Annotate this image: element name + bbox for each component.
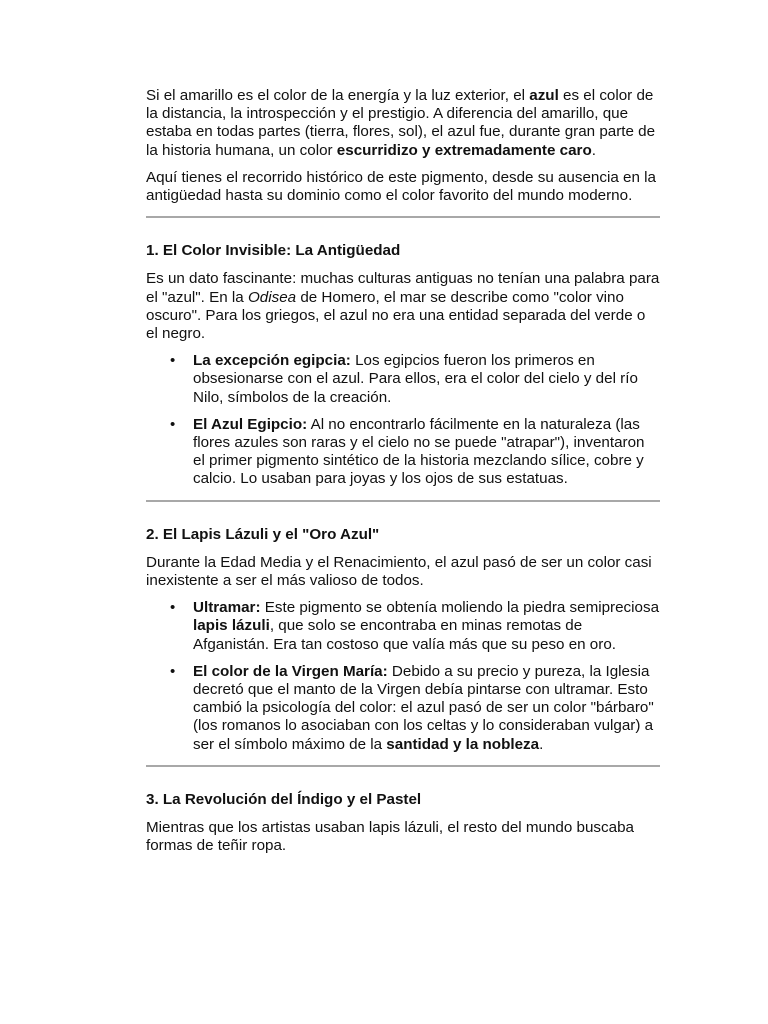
- text: Debido a su precio y pureza, la Iglesia decretó que el manto de la Virgen debía pintarse con ultramar. Esto cambió la psicología del color: el azul pasó de ser un color "bárbaro" (los romanos lo asociaban con los celtas y lo consideraban vulgar) a ser el símbolo máximo de la: [193, 662, 654, 753]
- text: Este pigmento se obtenía moliendo la piedra semipreciosa: [260, 599, 660, 617]
- text: es el color de la distancia, la introspección y el prestigio. A diferencia del amarillo, que estaba en todas partes (tierra, flores, sol), el azul fue, durante gran parte de la historia humana, un color: [146, 87, 656, 159]
- bullet-icon: •: [170, 662, 176, 680]
- section-2-paragraph: Durante la Edad Media y el Renacimiento, el azul pasó de ser un color casi inexistente a ser el más valioso de todos.: [146, 553, 652, 590]
- intro-paragraph-1: [146, 87, 660, 160]
- text: Si el amarillo es el color de la energía y la luz exterior, el: [146, 87, 530, 104]
- section-divider: [146, 500, 660, 502]
- italic-text: Odisea: [247, 288, 297, 306]
- section-divider: [146, 216, 660, 218]
- section-1-paragraph: [146, 270, 660, 343]
- bullet-icon: •: [170, 352, 176, 370]
- bold-text: santidad y la nobleza: [386, 735, 540, 753]
- text: Los egipcios fueron los primeros en obsesionarse con el azul. Para ellos, era el color del cielo y del río Nilo, símbolos de la creación.: [193, 352, 638, 406]
- section-3-heading: 3. La Revolución del Índigo y el Pastel: [146, 790, 422, 808]
- section-2-list: [146, 599, 660, 754]
- bold-text: Ultramar:: [193, 599, 261, 617]
- bullet-icon: •: [170, 599, 176, 617]
- section-1-list: [146, 352, 660, 488]
- list-item: [170, 599, 660, 654]
- text: .: [539, 735, 544, 753]
- text: Es un dato fascinante: muchas culturas antiguas no tenían una palabra para el "azul". En la: [146, 270, 660, 306]
- list-item: [170, 352, 660, 407]
- bold-text: lapis lázuli: [193, 617, 270, 635]
- text: de Homero, el mar se describe como "color vino oscuro". Para los griegos, el azul no era una entidad separada del verde o el negro.: [146, 288, 646, 343]
- text: .: [591, 141, 596, 159]
- text: Al no encontrarlo fácilmente en la naturaleza (las flores azules son raras y el cielo no se puede "atrapar"), inventaron el primer pigmento sintético de la historia mezclando sílice, cobre y calcio. Lo usaban para joyas y los ojos de sus estatuas.: [193, 415, 645, 488]
- bullet-icon: •: [170, 415, 176, 433]
- list-item: [170, 662, 660, 754]
- section-3-paragraph: Mientras que los artistas usaban lapis lázuli, el resto del mundo buscaba formas de teñir ropa.: [146, 819, 634, 855]
- bold-text: escurridizo y extremadamente caro: [336, 141, 592, 159]
- section-2-heading: 2. El Lapis Lázuli y el "Oro Azul": [146, 525, 380, 543]
- bold-text: azul: [529, 87, 559, 104]
- document-page: [146, 87, 660, 865]
- list-item: [170, 415, 660, 489]
- bold-text: El color de la Virgen María:: [193, 662, 388, 680]
- intro-paragraph-2: Aquí tienes el recorrido histórico de este pigmento, desde su ausencia en la antigüedad hasta su dominio como el color favorito del mundo moderno.: [146, 168, 656, 205]
- bold-text: El Azul Egipcio:: [193, 415, 308, 433]
- section-1-heading: 1. El Color Invisible: La Antigüedad: [146, 242, 401, 260]
- section-divider: [146, 765, 660, 767]
- text: , que solo se encontraba en minas remotas de Afganistán. Era tan costoso que valía más que su peso en oro.: [193, 617, 616, 653]
- bold-text: La excepción egipcia:: [193, 352, 351, 370]
